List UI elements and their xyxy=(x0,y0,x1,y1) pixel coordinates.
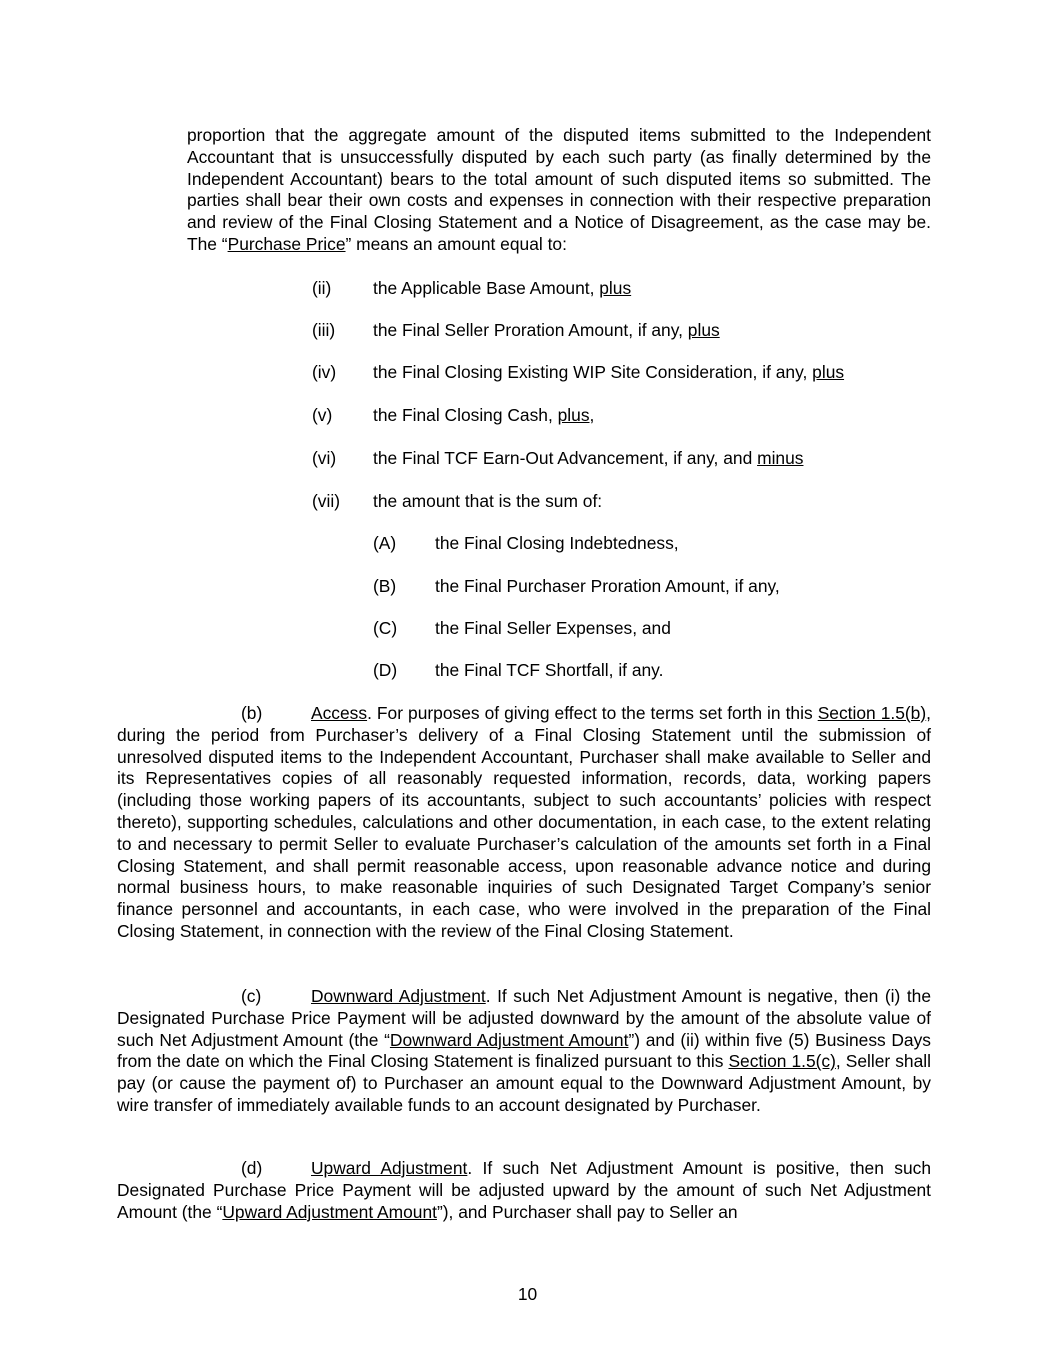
list-item-label: (ii) xyxy=(312,278,332,298)
section-b-access: (b) Access. For purposes of giving effect to the terms set forth in this Section 1.5(b), during the period from Purchaser’s delivery of a Final Closing Statement until the submission of unresolved disputed items to the Independent Accountant, Purchaser shall make available to Seller and its Representatives copies of all reasonably requested information, records, data, working papers (including those working papers of its accountants, subject to such accountants’ policies with respect thereto), supporting schedules, calculations and other documentation, in each case, to the extent relating to and necessary to permit Seller to evaluate Purchaser’s calculation of the amounts set forth in a Final Closing Statement, and shall permit reasonable access, upon reasonable advance notice and during normal business hours, to make reasonable inquiries of such Designated Target Company’s senior finance personnel and accountants, in each case, who were involved in the preparation of the Final Closing Statement, in connection with the review of the Final Closing Statement. xyxy=(117,703,931,941)
upward-adjustment-amount-term: Upward Adjustment Amount xyxy=(222,1201,437,1222)
section-c-label: (c) xyxy=(241,986,262,1006)
list-item-text: the amount that is the sum of: xyxy=(373,491,603,511)
connector-plus: plus xyxy=(557,405,590,425)
list-item-text: the Final Seller Proration Amount, if any, plus xyxy=(373,320,720,340)
list-item-text: the Applicable Base Amount, plus xyxy=(373,278,632,298)
section-ref-1-5c: Section 1.5(c) xyxy=(728,1051,836,1072)
intro-text-after: ” means an amount equal to: xyxy=(345,233,567,254)
sub-list-item-label: (B) xyxy=(373,576,397,596)
section-c-downward-adjustment: (c) Downward Adjustment. If such Net Adjustment Amount is negative, then (i) the Designated Purchase Price Payment will be adjusted downward by the amount of the absolute value of such Net Adjustment Amount (the “Downward Adjustment Amount”) and (ii) within five (5) Business Days from the date on which the Final Closing Statement is finalized pursuant to this Section 1.5(c), Seller shall pay (or cause the payment of) to Purchaser an amount equal to the Downward Adjustment Amount, by wire transfer of immediately available funds to an account designated by Purchaser. xyxy=(117,986,931,1115)
sub-list-item-text: the Final Seller Expenses, and xyxy=(435,618,671,638)
list-item-label: (vi) xyxy=(312,448,337,468)
sub-list-item-text: the Final Closing Indebtedness, xyxy=(435,533,679,553)
sub-list-item-label: (D) xyxy=(373,660,398,680)
section-b-heading: Access xyxy=(311,703,368,723)
connector-plus: plus xyxy=(599,278,632,298)
connector-minus: minus xyxy=(757,448,804,468)
list-item-text: the Final Closing Existing WIP Site Consideration, if any, plus xyxy=(373,362,845,382)
page-number: 10 xyxy=(517,1284,538,1304)
connector-plus: plus xyxy=(812,362,845,382)
intro-text-before: proportion that the aggregate amount of the disputed items submitted to the Independent Accountant that is unsuccessfully disputed by each such party (as finally determined by the Independent Accountant) bears to the total amount of such disputed items so submitted. The parties shall bear their own costs and expenses in connection with their respective preparation and review of the Final Closing Statement and a Notice of Disagreement, as the case may be. The “ xyxy=(187,125,931,254)
section-c-heading: Downward Adjustment xyxy=(311,986,486,1006)
downward-adjustment-amount-term: Downward Adjustment Amount xyxy=(389,1029,629,1050)
list-item-text: the Final Closing Cash, plus, xyxy=(373,405,595,425)
list-item-label: (v) xyxy=(312,405,333,425)
list-item-label: (iii) xyxy=(312,320,336,340)
list-item-text: the Final TCF Earn-Out Advancement, if any, and minus xyxy=(373,448,804,468)
list-item-label: (vii) xyxy=(312,491,341,511)
section-d-label: (d) xyxy=(241,1158,263,1178)
connector-plus: plus xyxy=(687,320,720,340)
sub-list-item-label: (A) xyxy=(373,533,397,553)
section-d-upward-adjustment: (d) Upward Adjustment. If such Net Adjustment Amount is positive, then such Designated Purchase Price Payment will be adjusted upward by the amount of such Net Adjustment Amount (the “Upward Adjustment Amount”), and Purchaser shall pay to Seller an xyxy=(117,1158,931,1222)
sub-list-item-label: (C) xyxy=(373,618,398,638)
section-d-heading: Upward Adjustment xyxy=(311,1158,468,1178)
sub-list-item-text: the Final Purchaser Proration Amount, if any, xyxy=(435,576,780,596)
section-ref-1-5b: Section 1.5(b) xyxy=(817,703,927,723)
section-b-label: (b) xyxy=(241,703,263,723)
intro-paragraph xyxy=(187,125,931,256)
purchase-price-term: Purchase Price xyxy=(227,233,346,254)
sub-list-item-text: the Final TCF Shortfall, if any. xyxy=(435,660,664,680)
list-item-label: (iv) xyxy=(312,362,337,382)
